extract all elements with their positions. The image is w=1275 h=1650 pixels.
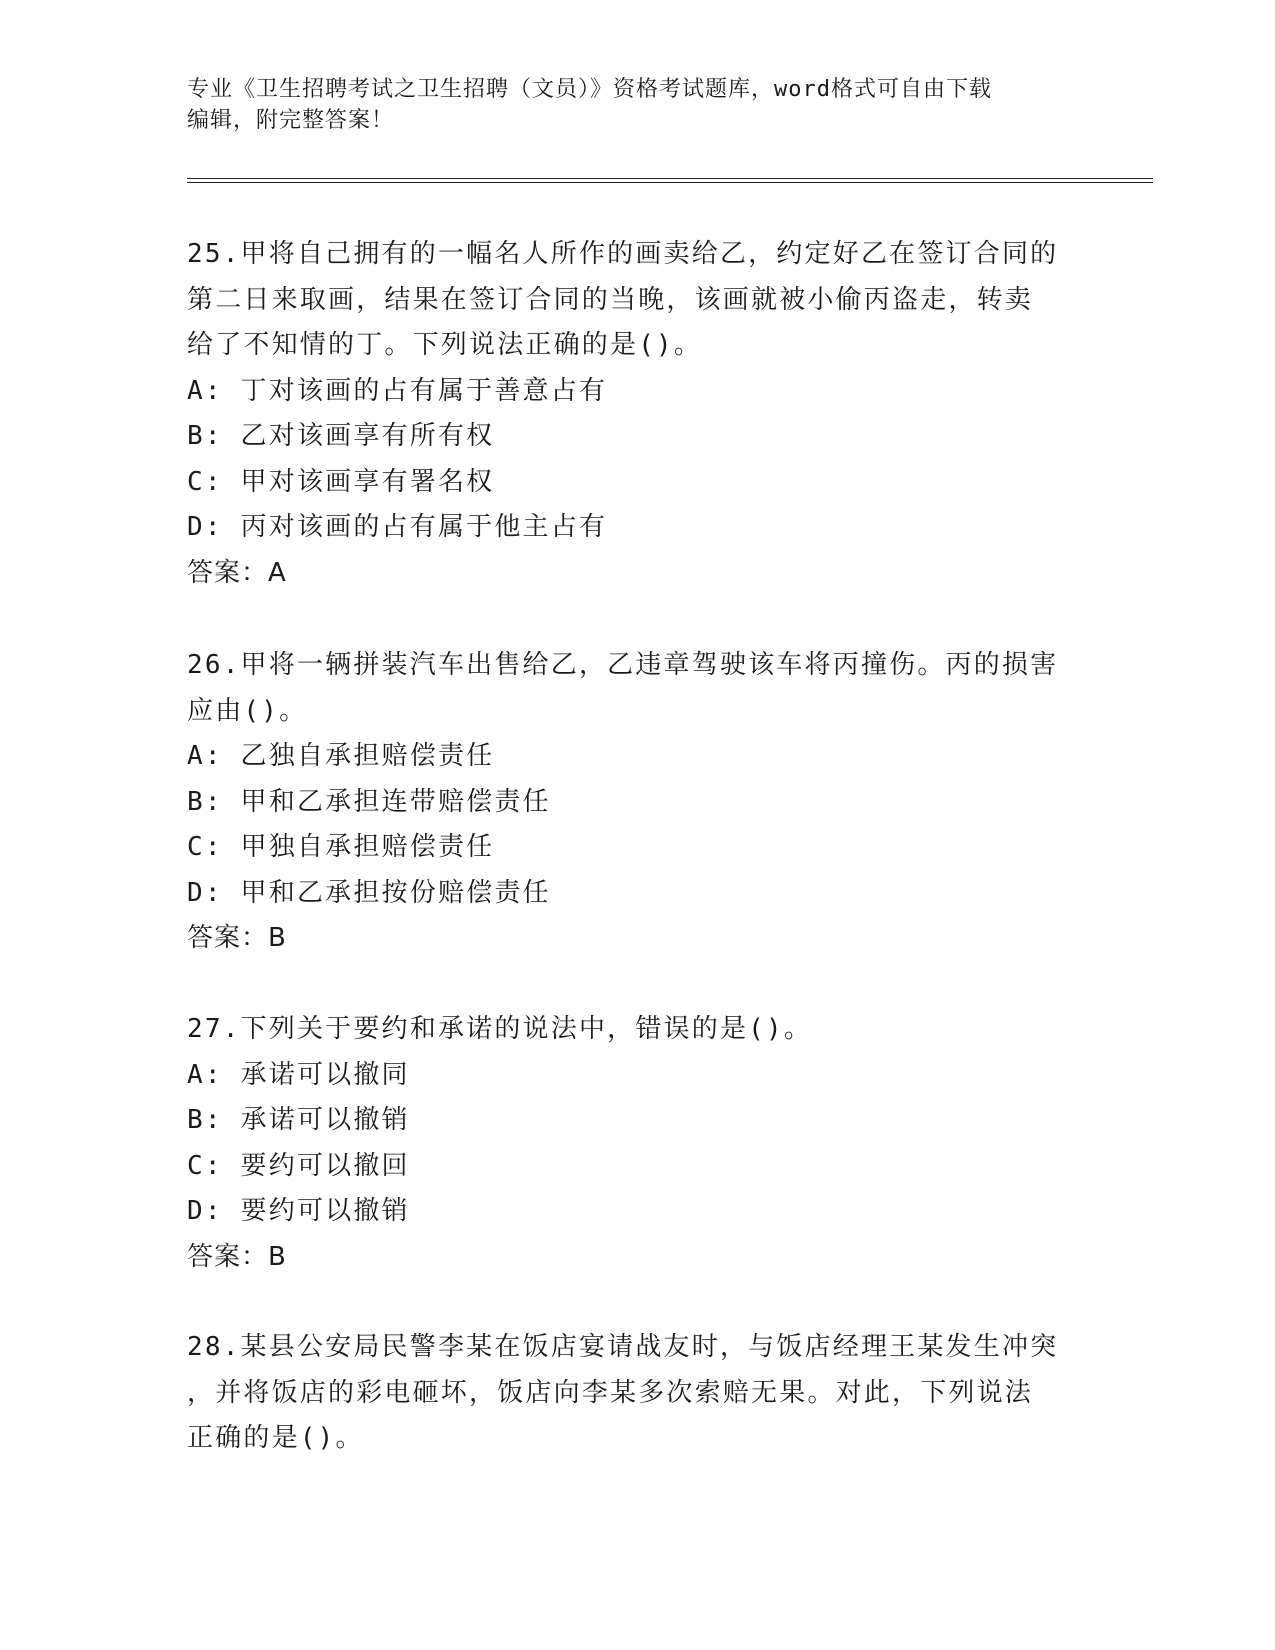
option-a: A: 乙独自承担赔偿责任 bbox=[187, 741, 495, 771]
document-header bbox=[187, 74, 1087, 136]
question-stem-line: 给了不知情的丁。下列说法正确的是()。 bbox=[187, 330, 703, 360]
header-line-1: 专业《卫生招聘考试之卫生招聘（文员）》资格考试题库，word格式可自由下载 bbox=[187, 77, 992, 102]
question-26 bbox=[187, 643, 1087, 962]
question-stem-line: 25.甲将自己拥有的一幅名人所作的画卖给乙，约定好乙在签订合同的 bbox=[187, 239, 1059, 269]
question-stem-line: 27.下列关于要约和承诺的说法中，错误的是()。 bbox=[187, 1014, 813, 1044]
question-27 bbox=[187, 1007, 1087, 1280]
option-c: C: 要约可以撤回 bbox=[187, 1150, 410, 1181]
question-stem-line: ，并将饭店的彩电砸坏，饭店向李某多次索赔无果。对此，下列说法 bbox=[187, 1377, 1034, 1408]
option-a: A: 丁对该画的占有属于善意占有 bbox=[187, 375, 608, 406]
option-c: C: 甲对该画享有署名权 bbox=[187, 466, 495, 497]
header-divider-top bbox=[187, 178, 1153, 179]
question-stem-line: 28.某县公安局民警李某在饭店宴请战友时，与饭店经理王某发生冲突 bbox=[187, 1332, 1059, 1362]
header-line-2: 编辑，附完整答案！ bbox=[187, 108, 395, 133]
question-stem-line: 应由()。 bbox=[187, 695, 308, 726]
answer: 答案：B bbox=[187, 923, 287, 953]
option-a: A: 承诺可以撤同 bbox=[187, 1059, 410, 1090]
question-stem-line: 第二日来取画，结果在签订合同的当晚，该画就被小偷丙盗走，转卖 bbox=[187, 284, 1034, 315]
option-b: B: 乙对该画享有所有权 bbox=[187, 421, 495, 451]
answer: 答案：B bbox=[187, 1241, 287, 1272]
question-25 bbox=[187, 232, 1087, 596]
option-d: D: 丙对该画的占有属于他主占有 bbox=[187, 512, 608, 542]
question-28 bbox=[187, 1325, 1087, 1462]
option-b: B: 承诺可以撤销 bbox=[187, 1105, 410, 1135]
option-d: D: 甲和乙承担按份赔偿责任 bbox=[187, 877, 551, 908]
question-stem-line: 正确的是()。 bbox=[187, 1423, 364, 1453]
answer: 答案：A bbox=[187, 557, 287, 588]
question-stem-line: 26.甲将一辆拼装汽车出售给乙，乙违章驾驶该车将丙撞伤。丙的损害 bbox=[187, 650, 1059, 680]
option-b: B: 甲和乙承担连带赔偿责任 bbox=[187, 786, 551, 817]
header-divider-bottom bbox=[187, 182, 1153, 183]
option-d: D: 要约可以撤销 bbox=[187, 1196, 410, 1226]
option-c: C: 甲独自承担赔偿责任 bbox=[187, 832, 495, 862]
